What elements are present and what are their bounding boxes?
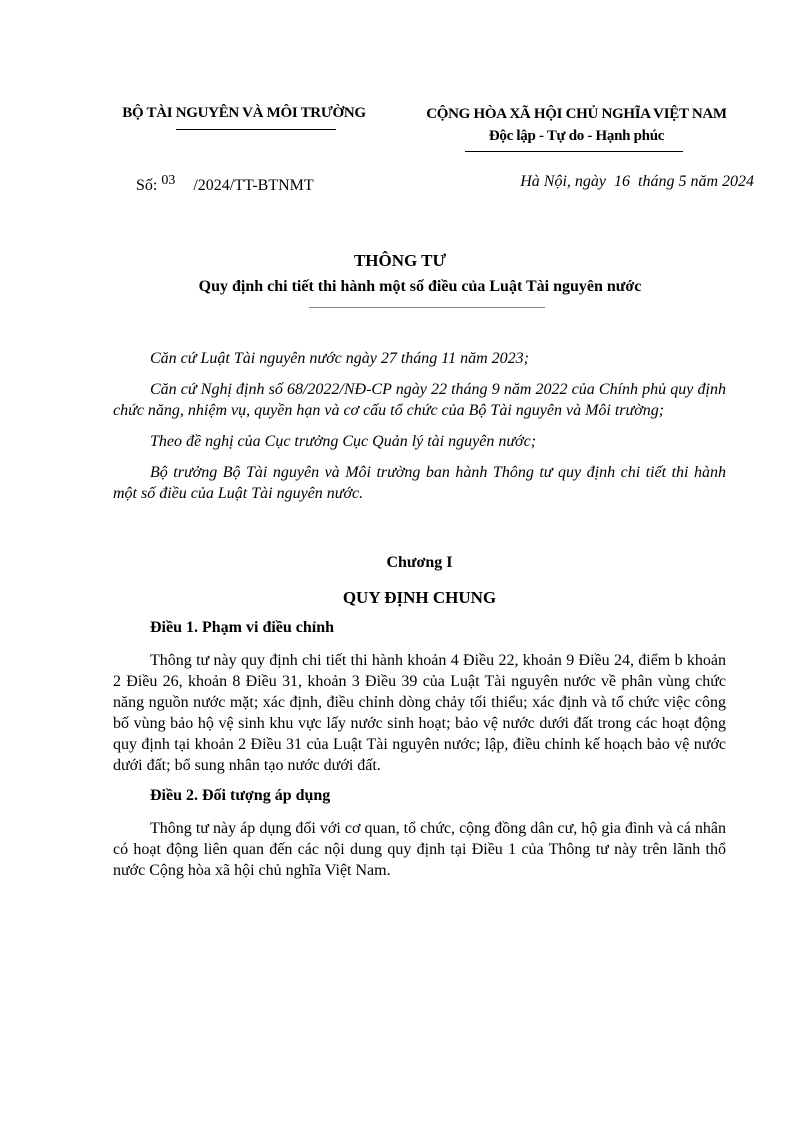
country-name: CỘNG HÒA XÃ HỘI CHỦ NGHĨA VIỆT NAM xyxy=(426,106,727,122)
preamble-paragraph: Bộ trưởng Bộ Tài nguyên và Môi trường ban hành Thông tư quy định chi tiết thi hành một số điều của Luật Tài nguyên nước. xyxy=(113,464,726,502)
article-heading: Điều 1. Phạm vi điều chỉnh xyxy=(150,619,335,636)
chapter-label: Chương I xyxy=(386,554,453,571)
article-text: Thông tư này quy định chi tiết thi hành khoản 4 Điều 22, khoản 9 Điều 24, điểm b khoản 2 Điều 26, khoản 8 Điều 31, khoản 3 Điều 39 của Luật Tài nguyên nước về phân vùng chức năng nguồn nước mặt; xác định, điều chỉnh dòng chảy tối thiểu; xác định và tổ chức việc công bố vùng bảo hộ vệ sinh khu vực lấy nước sinh hoạt; bảo vệ nước dưới đất trong các hoạt động quy định tại khoản 2 Điều 31 của Luật Tài nguyên nước; lập, điều chỉnh kế hoạch bảo vệ nước dưới đất; bổ sung nhân tạo nước dưới đất. xyxy=(113,652,726,774)
title-underline xyxy=(309,307,545,308)
number-suffix: /2024/TT-BTNMT xyxy=(193,177,314,194)
article-heading: Điều 2. Đối tượng áp dụng xyxy=(150,787,331,804)
place-date: Hà Nội, ngày 16 tháng 5 năm 2024 xyxy=(520,173,754,190)
motto-underline xyxy=(465,151,683,152)
preamble-paragraph: Căn cứ Nghị định số 68/2022/NĐ-CP ngày 22 tháng 9 năm 2022 của Chính phủ quy định chức năng, nhiệm vụ, quyền hạn và cơ cấu tổ chức của Bộ Tài nguyên và Môi trường; xyxy=(113,381,726,419)
document-type: THÔNG TƯ xyxy=(353,251,447,270)
preamble-paragraph: Theo đề nghị của Cục trưởng Cục Quản lý tài nguyên nước; xyxy=(150,433,537,450)
article-text: Thông tư này áp dụng đối với cơ quan, tổ chức, cộng đồng dân cư, hộ gia đình và cá nhân có hoạt động liên quan đến các nội dung quy định tại Điều 1 của Thông tư này trên lãnh thổ nước Cộng hòa xã hội chủ nghĩa Việt Nam. xyxy=(113,820,726,879)
ministry-name: BỘ TÀI NGUYÊN VÀ MÔI TRƯỜNG xyxy=(122,105,366,121)
number-prefix: Số: xyxy=(136,177,158,194)
motto: Độc lập - Tự do - Hạnh phúc xyxy=(488,128,665,144)
preamble-paragraph: Căn cứ Luật Tài nguyên nước ngày 27 tháng 11 năm 2023; xyxy=(150,350,529,367)
document-subject: Quy định chi tiết thi hành một số điều của Luật Tài nguyên nước xyxy=(198,278,642,295)
national-header xyxy=(390,103,763,147)
chapter-title: QUY ĐỊNH CHUNG xyxy=(342,588,497,607)
number-value: 03 xyxy=(161,173,176,188)
ministry-underline xyxy=(176,129,336,130)
document-body xyxy=(113,348,726,881)
document-number xyxy=(136,173,314,195)
